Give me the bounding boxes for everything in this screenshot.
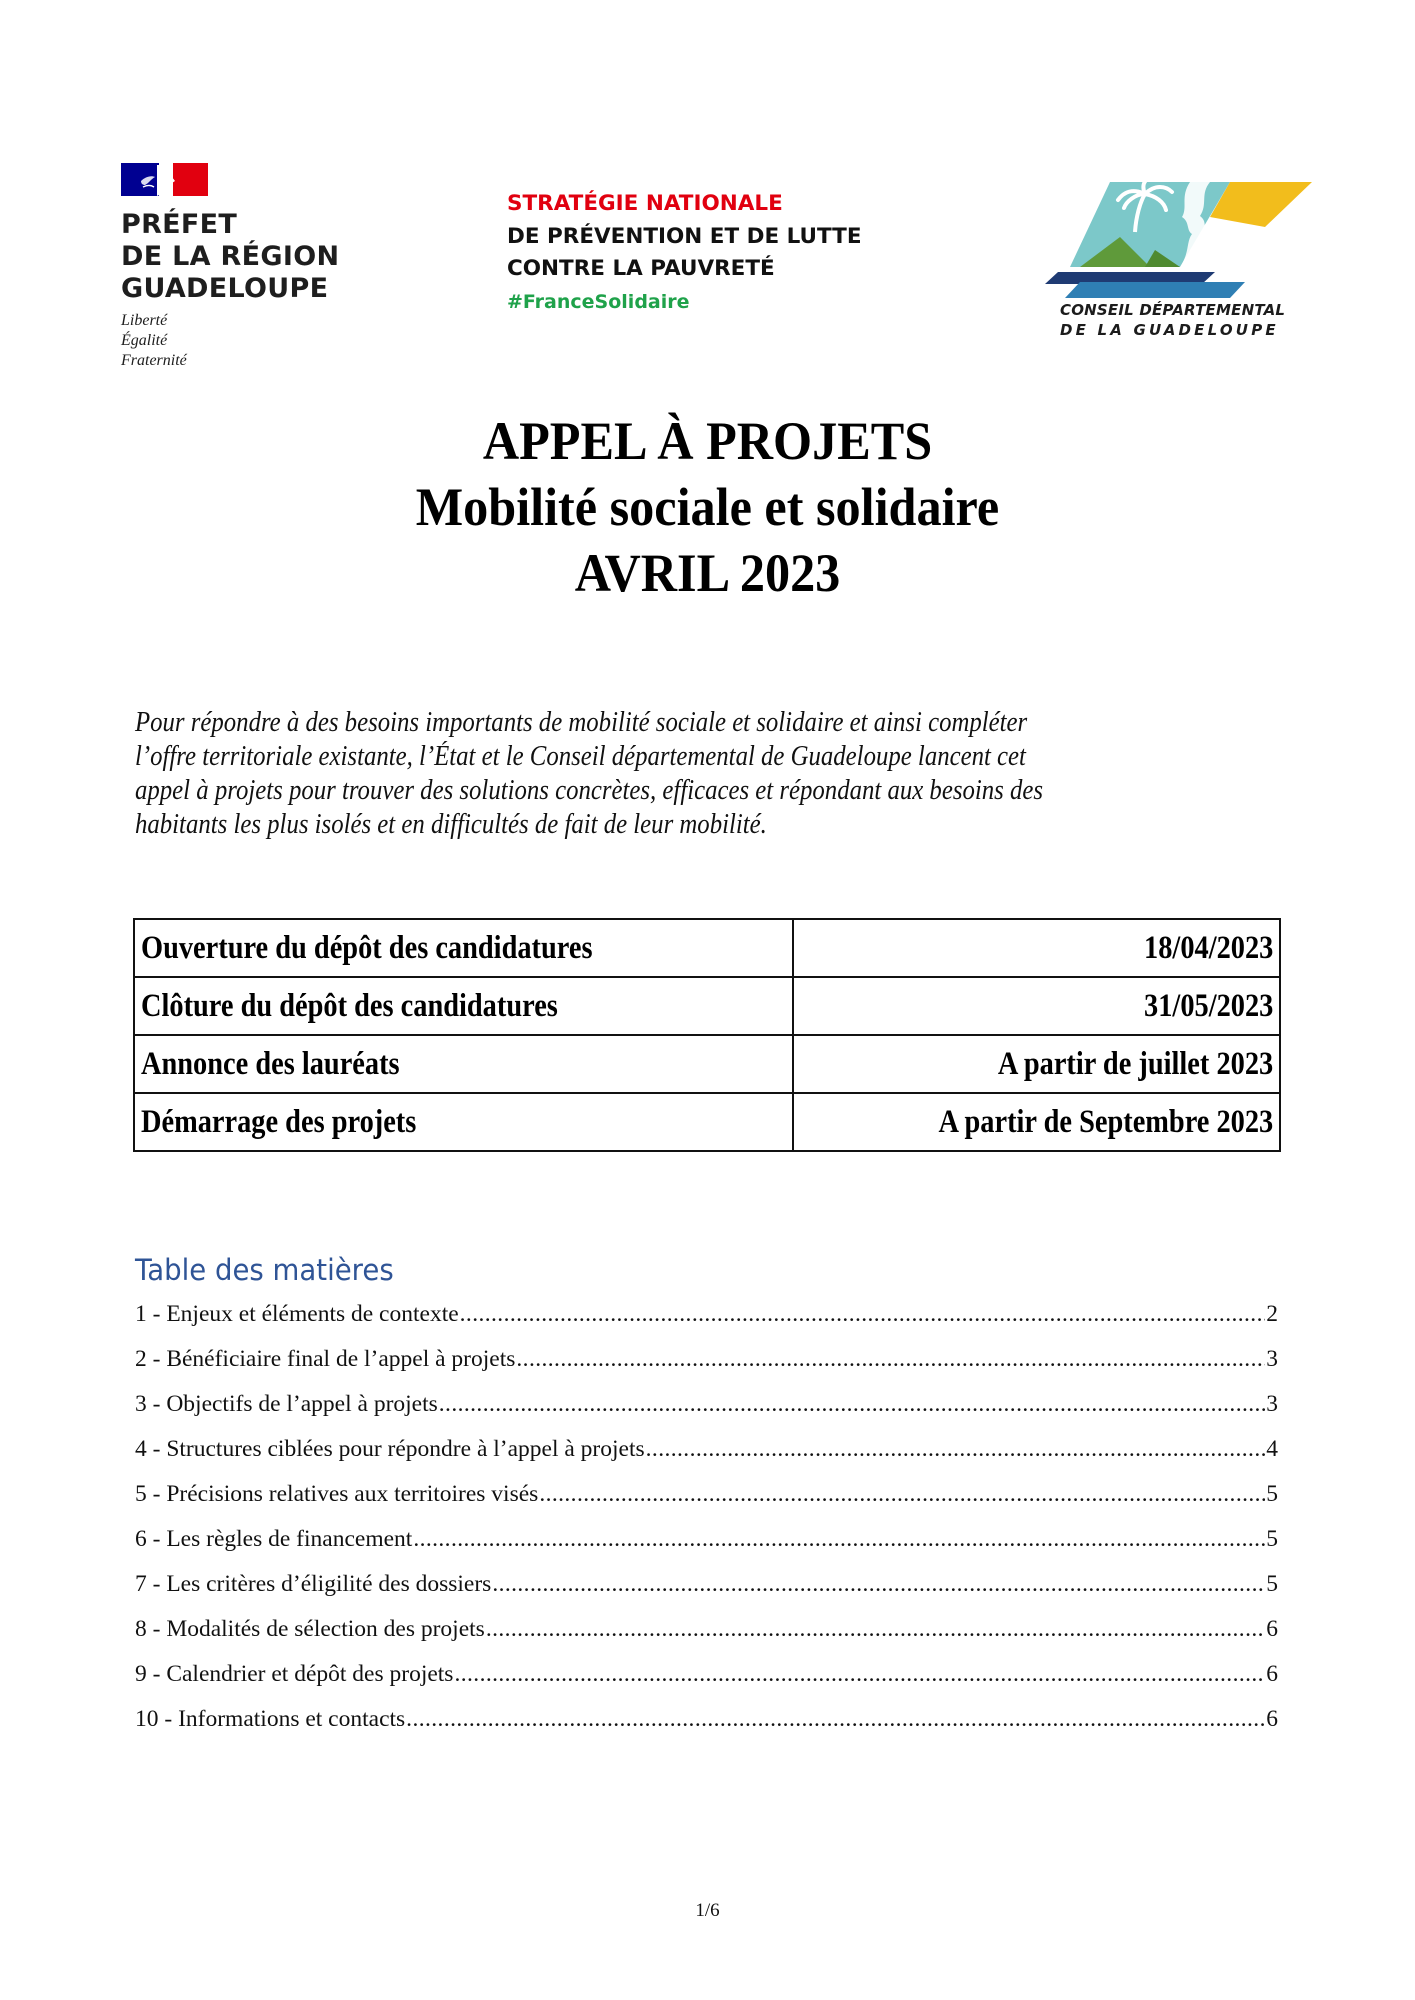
intro-paragraph: Pour répondre à des besoins importants de mobilité sociale et solidaire et ainsi compléter l’offre territoriale existante, l’État et le Conseil départemental de Guadeloupe lancent cet appel à projets pour trouver des solutions concrètes, efficaces et répondant aux besoins des habitants les plus isolés et en difficultés de fait de leur mobilité. xyxy=(135,707,1043,840)
dot-leader xyxy=(460,1297,1266,1331)
toc-link[interactable]: 3 - Objectifs de l’appel à projets ..... 3 xyxy=(135,1387,1278,1432)
toc-heading: Table des matières xyxy=(135,1253,394,1287)
date-label: Clôture du dépôt des candidatures xyxy=(134,977,793,1035)
date-label: Ouverture du dépôt des candidatures xyxy=(134,919,793,977)
toc-link[interactable]: 7 - Les critères d’éligilité des dossiers ..... 5 xyxy=(135,1567,1278,1612)
table-of-contents xyxy=(135,1297,1278,1747)
prefet-name: PRÉFET DE LA RÉGION GUADELOUPE xyxy=(121,209,340,304)
table-row xyxy=(134,977,1280,1035)
conseil-emblem-icon xyxy=(1040,172,1320,302)
toc-link[interactable]: 8 - Modalités de sélection des projets ..... 6 xyxy=(135,1612,1278,1657)
dot-leader xyxy=(486,1612,1265,1646)
dot-leader xyxy=(492,1567,1265,1601)
date-value: A partir de Septembre 2023 xyxy=(793,1093,1280,1151)
toc-link[interactable]: 4 - Structures ciblées pour répondre à l’appel à projets ..... 4 xyxy=(135,1432,1278,1477)
dot-leader xyxy=(454,1657,1265,1691)
toc-link[interactable]: 10 - Informations et contacts ..... 6 xyxy=(135,1702,1278,1747)
key-dates-table xyxy=(133,918,1281,1152)
dot-leader xyxy=(646,1432,1266,1466)
conseil-departemental-logo xyxy=(1040,172,1320,347)
table-row xyxy=(134,1035,1280,1093)
date-label: Annonce des lauréats xyxy=(134,1035,793,1093)
toc-link[interactable]: 1 - Enjeux et éléments de contexte ..... 2 xyxy=(135,1297,1278,1342)
toc-link[interactable]: 2 - Bénéficiaire final de l’appel à projets ..... 3 xyxy=(135,1342,1278,1387)
dot-leader xyxy=(516,1342,1265,1376)
republic-motto: Liberté Égalité Fraternité xyxy=(121,312,187,369)
date-value: A partir de juillet 2023 xyxy=(793,1035,1280,1093)
toc-link[interactable]: 6 - Les règles de financement ..... 5 xyxy=(135,1522,1278,1567)
toc-link[interactable]: 5 - Précisions relatives aux territoires visés ..... 5 xyxy=(135,1477,1278,1522)
page-number: 1/6 xyxy=(695,1900,720,1921)
title-line-1: APPEL À PROJETS xyxy=(482,411,933,471)
table-row xyxy=(134,1093,1280,1151)
dot-leader xyxy=(406,1702,1265,1736)
dot-leader xyxy=(439,1387,1265,1421)
date-label: Démarrage des projets xyxy=(134,1093,793,1151)
strategy-hashtag: #FranceSolidaire xyxy=(507,290,690,313)
dot-leader xyxy=(539,1477,1265,1511)
strategy-line-3: CONTRE LA PAUVRETÉ xyxy=(507,256,775,281)
table-row xyxy=(134,919,1280,977)
title-line-2: Mobilité sociale et solidaire xyxy=(415,477,1000,537)
conseil-name: CONSEIL DÉPARTEMENTAL DE LA GUADELOUPE xyxy=(1060,301,1286,339)
date-value: 31/05/2023 xyxy=(793,977,1280,1035)
strategy-line-2: DE PRÉVENTION ET DE LUTTE xyxy=(507,223,862,249)
strategy-line-1: STRATÉGIE NATIONALE xyxy=(507,191,783,216)
toc-link[interactable]: 9 - Calendrier et dépôt des projets ..... 6 xyxy=(135,1657,1278,1702)
strategy-logo xyxy=(507,188,862,318)
document-title xyxy=(0,408,1415,606)
title-line-3: AVRIL 2023 xyxy=(574,543,841,603)
date-value: 18/04/2023 xyxy=(793,919,1280,977)
marianne-flag-icon xyxy=(121,163,208,196)
prefet-logo xyxy=(121,163,371,371)
dot-leader xyxy=(413,1522,1265,1556)
